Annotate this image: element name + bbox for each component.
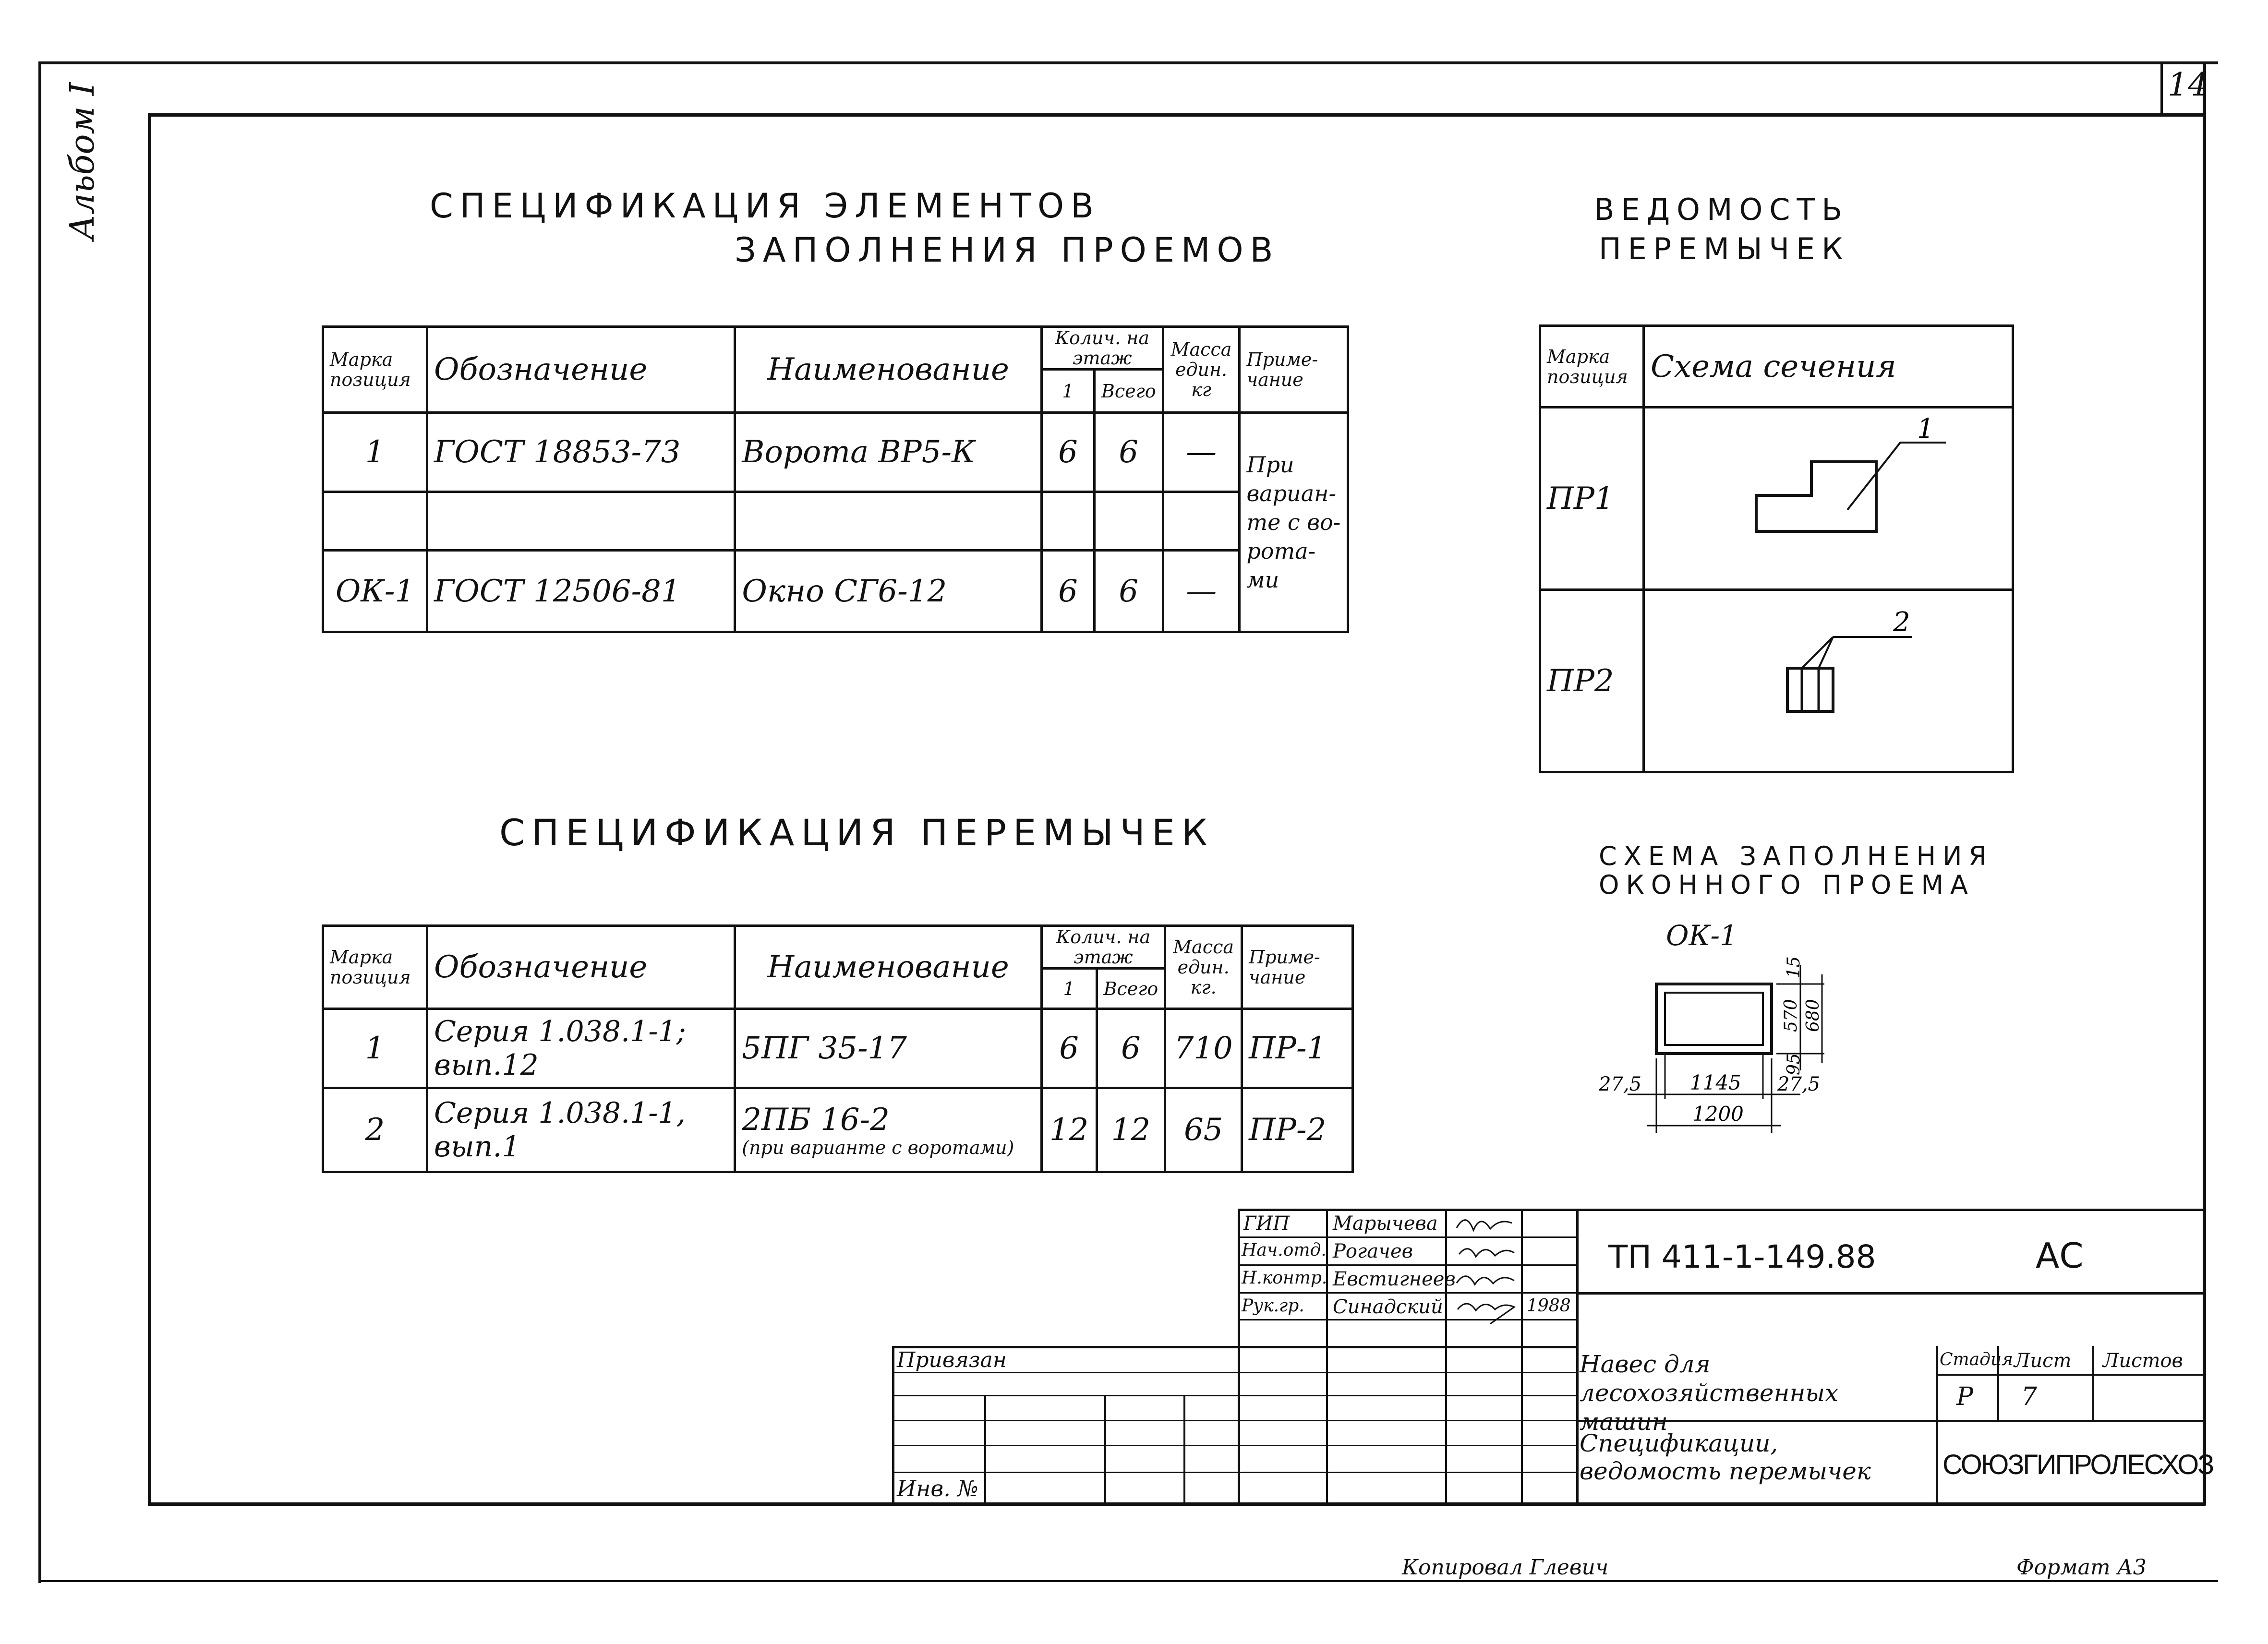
tb-doc-code: ТП 411-1-149.88 <box>1608 1238 1876 1275</box>
spec-lintels-table <box>322 924 1354 1173</box>
signatures-drawing <box>1447 1209 1521 1324</box>
tb-stage-col <box>1936 1346 1938 1504</box>
dim-right: 27,5 <box>1777 1073 1821 1095</box>
l-row2-q1: 12 <box>1041 1088 1097 1172</box>
tb-stage: Р <box>1956 1382 1973 1411</box>
row1-q1: 6 <box>1041 413 1094 492</box>
tb-date-4: 1988 <box>1527 1296 1571 1316</box>
window-scheme-drawing <box>1599 955 1935 1147</box>
note-merged: При вариан-те с во-рота-ми <box>1240 413 1348 632</box>
ll-row1-scheme <box>1644 408 2013 590</box>
frame-bottom <box>148 1502 2206 1506</box>
hdr-note: Приме-чание <box>1240 327 1348 413</box>
ll-row2-scheme <box>1644 590 2013 772</box>
frame-top <box>148 113 2206 117</box>
tb-divider-main <box>1576 1209 1579 1504</box>
tb-lower-col-1 <box>984 1395 986 1504</box>
lintel-list-table <box>1539 324 2014 773</box>
row2-mark <box>323 492 427 551</box>
lintel-pr2-callout: 2 <box>1893 606 1910 638</box>
tb-stage-row <box>1936 1374 2205 1376</box>
tb-name-3: Евстигнеев <box>1333 1268 1456 1290</box>
ll-row1-mark: ПР1 <box>1540 408 1644 590</box>
tb-stage-div2 <box>2092 1346 2094 1420</box>
window-label: ОК-1 <box>1666 919 1737 952</box>
tb-right-top <box>1576 1292 2205 1295</box>
tb-left-upper <box>1238 1209 1240 1504</box>
row1-qall: 6 <box>1094 413 1163 492</box>
row1-designation: ГОСТ 18853-73 <box>427 413 735 492</box>
l-hdr-qty: Колич. на этаж <box>1041 926 1165 969</box>
l-row1-designation: Серия 1.038.1-1; вып.12 <box>427 1009 735 1088</box>
l-row2-mass: 65 <box>1165 1088 1242 1172</box>
window-scheme-title-2: ОКОННОГО ПРОЕМА <box>1599 870 1975 900</box>
l-row2-name-cell <box>735 1088 1041 1172</box>
row2-qall <box>1094 492 1163 551</box>
tb-sheet-label: Лист <box>2014 1350 2072 1372</box>
tb-stage-label: Стадия <box>1940 1350 2013 1369</box>
row3-designation: ГОСТ 12506-81 <box>427 551 735 632</box>
hdr-mass: Масса един. кг <box>1163 327 1240 413</box>
tb-organization: СОЮЗГИПРОЛЕСХОЗ <box>1942 1449 2213 1480</box>
tb-sheets-label: Листов <box>2103 1350 2183 1372</box>
lintel-pr1-section-drawing <box>1651 411 2006 584</box>
tb-row-2 <box>1238 1264 1576 1266</box>
hdr-designation: Обозначение <box>427 327 735 413</box>
l-row2-mark: 2 <box>323 1088 427 1172</box>
hdr-mark: Марка позиция <box>323 327 427 413</box>
outer-frame-bottom <box>38 1580 2218 1582</box>
row2-name <box>735 492 1042 551</box>
l-row1-mark: 1 <box>323 1009 427 1088</box>
frame-right <box>2203 61 2206 1505</box>
outer-frame-top <box>38 61 2218 64</box>
tb-row-6 <box>892 1395 1577 1396</box>
spec-elements-table <box>322 325 1349 633</box>
tb-col-c <box>1521 1209 1523 1504</box>
l-row2-designation: Серия 1.038.1-1, вып.1 <box>427 1088 735 1172</box>
sheet-number: 14 <box>2168 66 2208 103</box>
tb-mark-code: АС <box>2036 1236 2084 1276</box>
tb-bound-label: Привязан <box>897 1348 1007 1372</box>
l-row2-note: ПР-2 <box>1242 1088 1353 1172</box>
tb-name-2: Рогачев <box>1333 1240 1413 1262</box>
dim-mid: 570 <box>1781 999 1801 1032</box>
hdr-qty-1: 1 <box>1041 370 1094 413</box>
l-row1-qall: 6 <box>1097 1009 1165 1088</box>
ll-hdr-scheme: Схема сечения <box>1644 326 2013 408</box>
l-row1-name: 5ПГ 35-17 <box>735 1009 1041 1088</box>
row3-name: Окно СГ6-12 <box>735 551 1042 632</box>
dim-bot: 95 <box>1784 1053 1804 1075</box>
l-hdr-qty-all: Всего <box>1097 969 1165 1009</box>
tb-role-2: Нач.отд. <box>1242 1240 1327 1260</box>
tb-role-4: Рук.гр. <box>1242 1296 1304 1316</box>
l-row1-q1: 6 <box>1041 1009 1097 1088</box>
footer-format: Формат А3 <box>2016 1555 2147 1580</box>
l-hdr-qty-1: 1 <box>1041 969 1097 1009</box>
row1-mark: 1 <box>323 413 427 492</box>
window-scheme-title-1: СХЕМА ЗАПОЛНЕНИЯ <box>1599 841 1994 871</box>
lintel-pr1-callout: 1 <box>1917 413 1934 444</box>
row2-designation <box>427 492 735 551</box>
tb-row-3 <box>1238 1292 1576 1294</box>
tb-project-name: Навес для лесохозяйственных машин <box>1580 1350 1839 1436</box>
l-hdr-name: Наименование <box>735 926 1041 1009</box>
l-hdr-mark: Марка позиция <box>323 926 427 1009</box>
row3-q1: 6 <box>1041 551 1094 632</box>
dim-top: 15 <box>1784 956 1804 978</box>
tb-bound-left <box>892 1346 894 1504</box>
sheet-number-box-left <box>2160 61 2163 113</box>
outer-frame-left <box>38 61 41 1583</box>
row1-name: Ворота ВР5-К <box>735 413 1042 492</box>
hdr-qty: Колич. на этаж <box>1041 327 1163 370</box>
album-label: Альбом I <box>62 82 102 240</box>
spec-elements-title-1: СПЕЦИФИКАЦИЯ ЭЛЕМЕНТОВ <box>430 186 1101 226</box>
tb-row-1 <box>1238 1236 1576 1238</box>
ll-hdr-mark: Марка позиция <box>1540 326 1644 408</box>
hdr-qty-all: Всего <box>1094 370 1163 413</box>
lintel-list-title-2: ПЕРЕМЫЧЕК <box>1599 231 1850 266</box>
spec-lintels-title: СПЕЦИФИКАЦИЯ ПЕРЕМЫЧЕК <box>499 811 1214 854</box>
dim-total: 1200 <box>1692 1102 1744 1126</box>
dim-left: 27,5 <box>1599 1073 1642 1095</box>
tb-lower-col-2 <box>1104 1395 1106 1504</box>
hdr-name: Наименование <box>735 327 1042 413</box>
l-row2-qall: 12 <box>1097 1088 1165 1172</box>
l-hdr-note: Приме-чание <box>1242 926 1353 1009</box>
l-hdr-designation: Обозначение <box>427 926 735 1009</box>
tb-row-7 <box>892 1420 1577 1421</box>
spec-elements-title-2: ЗАПОЛНЕНИЯ ПРОЕМОВ <box>735 230 1280 270</box>
row3-qall: 6 <box>1094 551 1163 632</box>
row2-q1 <box>1041 492 1094 551</box>
row3-mass: — <box>1163 551 1240 632</box>
ll-row2-mark: ПР2 <box>1540 590 1644 772</box>
l-row2-name: 2ПБ 16-2 <box>742 1102 890 1138</box>
row3-mark: ОК-1 <box>323 551 427 632</box>
tb-role-1: ГИП <box>1243 1212 1290 1235</box>
row2-mass <box>1163 492 1240 551</box>
tb-name-1: Марычева <box>1333 1212 1438 1235</box>
l-row1-note: ПР-1 <box>1242 1009 1353 1088</box>
row1-mass: — <box>1163 413 1240 492</box>
l-hdr-mass: Масса един. кг. <box>1165 926 1242 1009</box>
tb-sheet-title: Спецификации, ведомость перемычек <box>1580 1429 1871 1485</box>
tb-lower-col-3 <box>1183 1395 1185 1504</box>
dim-height: 680 <box>1803 999 1823 1032</box>
lintel-pr2-section-drawing <box>1651 594 2006 767</box>
footer-copied: Копировал Глевич <box>1402 1555 1609 1580</box>
tb-row-8 <box>892 1445 1577 1446</box>
dim-inner: 1145 <box>1690 1071 1741 1094</box>
tb-row-9 <box>892 1472 1577 1473</box>
tb-role-3: Н.контр. <box>1242 1268 1327 1288</box>
l-row1-mass: 710 <box>1165 1009 1242 1088</box>
tb-name-4: Синадский <box>1333 1296 1443 1318</box>
frame-left <box>148 113 151 1505</box>
l-row2-name-sub: (при варианте с воротами) <box>742 1137 1014 1158</box>
lintel-list-title-1: ВЕДОМОСТЬ <box>1594 192 1849 227</box>
tb-sheet: 7 <box>2021 1382 2038 1411</box>
tb-inv-label: Инв. № <box>897 1476 978 1501</box>
tb-row-4 <box>1238 1319 1576 1320</box>
tb-top-line <box>1238 1209 2206 1211</box>
